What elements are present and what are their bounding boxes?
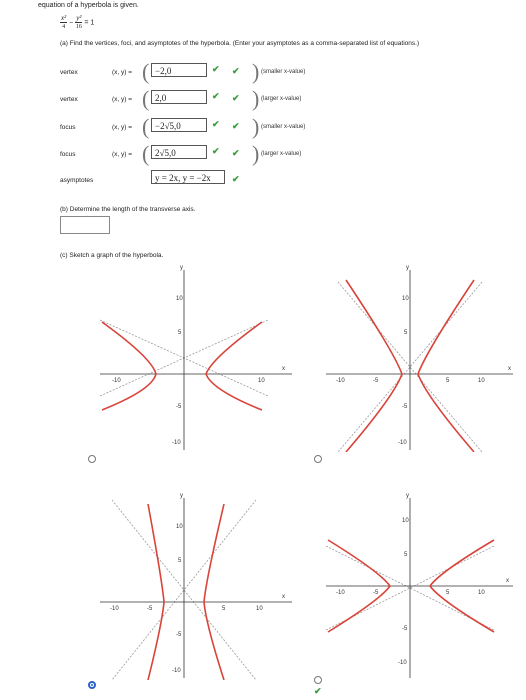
left-paren: ( — [142, 141, 150, 166]
graph-option-a[interactable] — [92, 262, 302, 452]
graph-option-d[interactable] — [318, 490, 518, 680]
right-paren: ) — [252, 114, 260, 139]
right-paren: ) — [252, 86, 260, 111]
eq-term1-den: 4 — [62, 24, 66, 30]
tick-label: 10 — [478, 590, 485, 596]
vertex-smaller-note: (smaller x-value) — [261, 69, 306, 75]
vertex-smaller-input[interactable]: −2,0 — [151, 63, 207, 77]
radio-graph-b[interactable] — [314, 455, 322, 463]
radio-graph-d[interactable] — [314, 676, 322, 684]
tick-label: 5 — [446, 378, 450, 384]
check-icon: ✔ — [232, 93, 240, 103]
eq-term2-den: 16 — [75, 24, 82, 30]
tick-label: 10 — [402, 518, 409, 524]
tick-label: 10 — [256, 606, 263, 612]
check-icon: ✔ — [314, 686, 322, 696]
check-icon: ✔ — [232, 148, 240, 158]
check-icon: ✔ — [212, 91, 220, 101]
vertex-larger-note: (larger x-value) — [261, 96, 302, 102]
tick-label: -5 — [402, 626, 408, 632]
graph-option-b[interactable] — [318, 262, 518, 452]
tick-label: 10 — [478, 378, 485, 384]
left-paren: ( — [142, 86, 150, 111]
tick-label: -5 — [373, 378, 379, 384]
hyperbola-left-branch — [346, 280, 402, 452]
x-axis-label: x — [506, 578, 509, 584]
tick-label: -10 — [110, 606, 119, 612]
focus-larger-input[interactable]: 2√5,0 — [151, 145, 207, 159]
left-paren: ( — [142, 114, 150, 139]
tick-label: 5 — [404, 330, 408, 336]
check-icon: ✔ — [232, 174, 240, 184]
x-axis-label: x — [282, 366, 285, 372]
eq-term1-num: x² — [61, 14, 67, 22]
tick-label: 10 — [176, 296, 183, 302]
tick-label: -10 — [336, 378, 345, 384]
part-c-instructions: (c) Sketch a graph of the hyperbola. — [60, 252, 164, 259]
tick-label: -5 — [373, 590, 379, 596]
graph-option-c[interactable] — [92, 490, 302, 680]
tick-label: -10 — [172, 668, 181, 674]
y-axis-label: y — [180, 265, 183, 271]
hyperbola-equation — [60, 14, 94, 31]
y-axis-label: y — [406, 493, 409, 499]
tick-label: 5 — [446, 590, 450, 596]
tick-label: -5 — [176, 632, 182, 638]
asymptotes-label: asymptotes — [60, 177, 94, 184]
vertex-label: vertex — [60, 69, 78, 76]
x-axis-label: x — [508, 366, 511, 372]
check-icon: ✔ — [232, 121, 240, 131]
tick-label: -10 — [172, 440, 181, 446]
left-paren: ( — [142, 59, 150, 84]
transverse-axis-input[interactable] — [60, 216, 110, 234]
eq-term2-num: y² — [76, 14, 82, 22]
tick-label: -10 — [398, 440, 407, 446]
y-axis-label: y — [406, 265, 409, 271]
tick-label: 5 — [404, 552, 408, 558]
part-b-instructions: (b) Determine the length of the transverse axis. — [60, 206, 196, 213]
right-paren: ) — [252, 141, 260, 166]
tick-label: -5 — [402, 404, 408, 410]
hyperbola-left-branch — [148, 504, 164, 680]
check-icon: ✔ — [212, 64, 220, 74]
tick-label: -5 — [147, 606, 153, 612]
xy-label: (x, y) = — [112, 151, 133, 158]
eq-equals: = 1 — [84, 19, 95, 27]
vertex-label: vertex — [60, 96, 78, 103]
check-icon: ✔ — [232, 66, 240, 76]
asymptotes-input[interactable]: y = 2x, y = −2x — [151, 170, 225, 184]
focus-smaller-note: (smaller x-value) — [261, 124, 306, 130]
check-icon: ✔ — [212, 146, 220, 156]
hyperbola-right-branch — [204, 504, 224, 680]
x-axis-label: x — [282, 594, 285, 600]
radio-graph-a[interactable] — [88, 455, 96, 463]
tick-label: 5 — [222, 606, 226, 612]
tick-label: 10 — [176, 524, 183, 530]
hyperbola-left-branch — [102, 322, 156, 410]
tick-label: -5 — [176, 404, 182, 410]
vertex-larger-input[interactable]: 2,0 — [151, 90, 207, 104]
tick-label: 10 — [402, 296, 409, 302]
tick-label: 10 — [258, 378, 265, 384]
xy-label: (x, y) = — [112, 96, 133, 103]
xy-label: (x, y) = — [112, 124, 133, 131]
intro-text: equation of a hyperbola is given. — [38, 2, 139, 9]
focus-larger-note: (larger x-value) — [261, 151, 302, 157]
radio-graph-c[interactable] — [88, 681, 96, 689]
tick-label: -10 — [336, 590, 345, 596]
hyperbola-right-branch — [418, 280, 474, 452]
tick-label: 5 — [178, 558, 182, 564]
focus-label: focus — [60, 151, 76, 158]
xy-label: (x, y) = — [112, 69, 133, 76]
check-icon: ✔ — [212, 119, 220, 129]
eq-minus: − — [69, 19, 74, 27]
focus-smaller-input[interactable]: −2√5,0 — [151, 118, 207, 132]
part-a-instructions: (a) Find the vertices, foci, and asymptotes of the hyperbola. (Enter your asymptotes as a comma-separated list of equations.) — [60, 40, 420, 47]
tick-label: 5 — [178, 330, 182, 336]
right-paren: ) — [252, 59, 260, 84]
focus-label: focus — [60, 124, 76, 131]
y-axis-label: y — [180, 493, 183, 499]
tick-label: -10 — [112, 378, 121, 384]
tick-label: -10 — [398, 660, 407, 666]
